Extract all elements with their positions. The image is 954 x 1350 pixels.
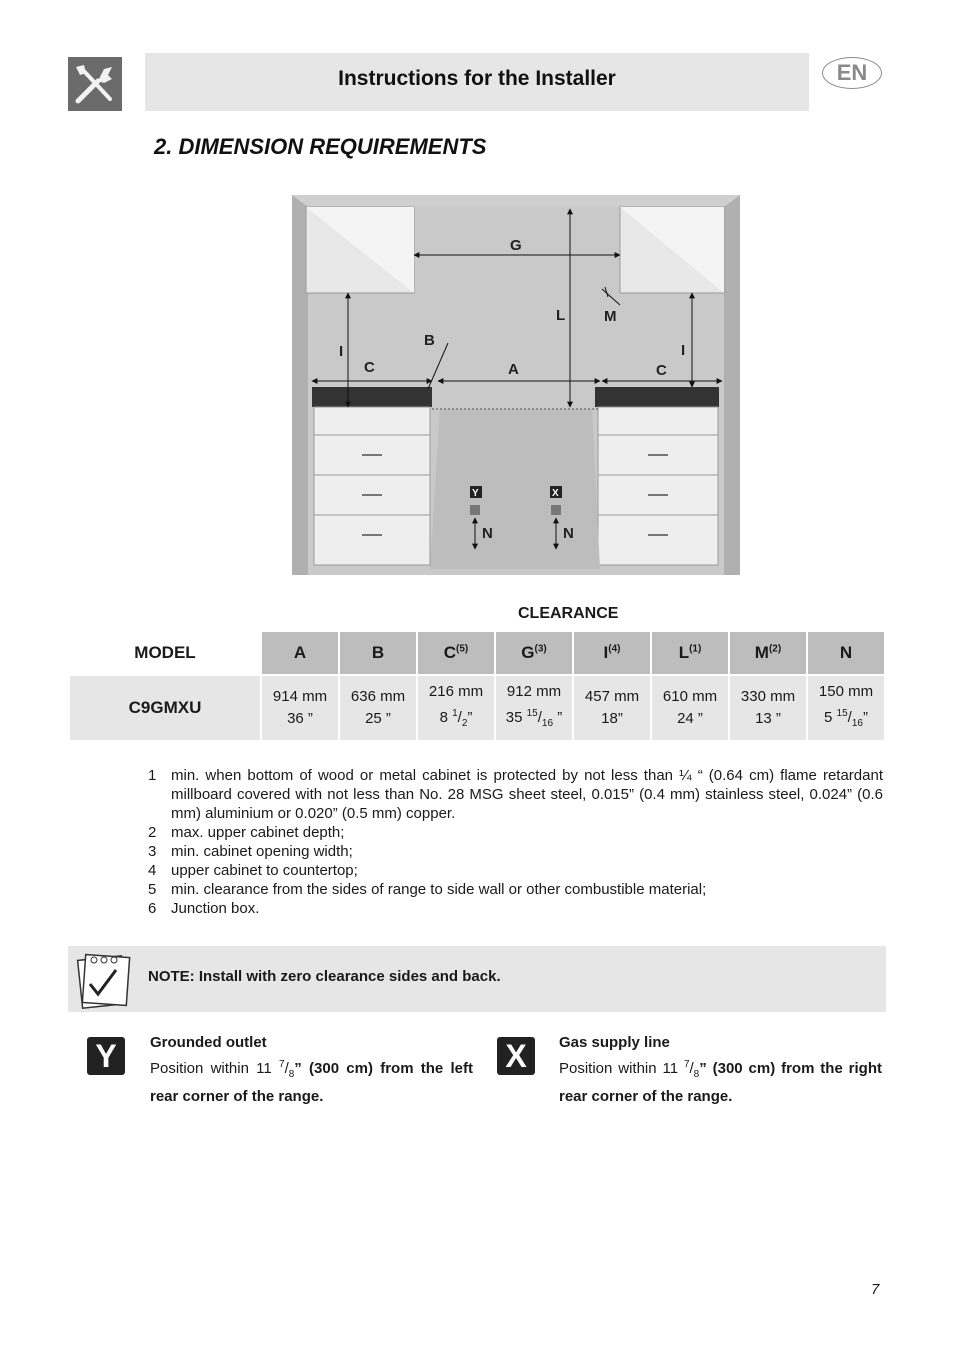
value-cell-m: 330 mm 13 ”: [730, 676, 806, 740]
label-n-right: N: [563, 525, 574, 542]
value-cell-i: 457 mm 18”: [574, 676, 650, 740]
dimension-diagram: [290, 193, 742, 578]
label-g: G: [510, 237, 522, 254]
language-badge: EN: [822, 57, 882, 89]
grounded-outlet-title: Grounded outlet: [150, 1034, 267, 1051]
value-cell-n: 150 mm 5 $^{15}/_{16}$”: [808, 676, 884, 740]
footnote-item: 1 min. when bottom of wood or metal cabinet is protected by not less than ¼ “ (0.64 cm) flame retardant millboard covered with not less than No. 28 MSG sheet steel, 0.015” (0.4 mm) stainless steel, 0.024” (0.6 mm) aluminium or 0.020” (0.5 mm) copper.: [148, 767, 883, 822]
label-a: A: [508, 361, 519, 378]
clearance-label: CLEARANCE: [518, 605, 619, 622]
col-header-a: A: [262, 632, 338, 674]
gas-supply-block: [559, 1032, 882, 1108]
footnotes-list: [148, 766, 883, 918]
value-cell-g: 912 mm 35 $^{15}/_{16}$ ”: [496, 676, 572, 740]
col-header-m: $M^{(2)}$: [730, 632, 806, 674]
label-i-left: I: [339, 343, 344, 360]
col-header-c: $C^{(5)}$: [418, 632, 494, 674]
col-header-i: $I^{(4)}$: [574, 632, 650, 674]
label-x-marker: X: [552, 488, 559, 499]
label-m: M: [604, 308, 617, 325]
notepad-check-icon: [70, 950, 134, 1010]
footnote-item: 3 min. cabinet opening width;: [148, 843, 353, 860]
col-header-g: $G^{(3)}$: [496, 632, 572, 674]
header-bar: [145, 53, 809, 111]
footnote-item: 4 upper cabinet to countertop;: [148, 862, 358, 879]
page-header-title: Instructions for the Installer: [338, 67, 616, 90]
gas-supply-text: Position within 11 $^7/_8$” (300 cm) from the right rear corner of the range.: [559, 1059, 882, 1105]
label-n-left: N: [482, 525, 493, 542]
page-number: 7: [871, 1281, 880, 1298]
footnote-item: 5 min. clearance from the sides of range to side wall or other combustible material;: [148, 881, 707, 898]
grounded-outlet-block: [150, 1032, 473, 1108]
label-b: B: [424, 332, 435, 349]
value-cell-b: 636 mm 25 ”: [340, 676, 416, 740]
value-cell-a: 914 mm 36 ”: [262, 676, 338, 740]
label-y-marker: Y: [472, 488, 479, 499]
label-c-right: C: [656, 362, 667, 379]
model-header: MODEL: [70, 632, 260, 674]
x-marker-icon: X: [497, 1037, 535, 1075]
label-i-right: I: [681, 342, 686, 359]
col-header-b: B: [340, 632, 416, 674]
value-cell-l: 610 mm 24 ”: [652, 676, 728, 740]
note-text: NOTE: Install with zero clearance sides and back.: [148, 968, 501, 985]
label-c-left: C: [364, 359, 375, 376]
y-marker-icon: Y: [87, 1037, 125, 1075]
table-row: [70, 676, 884, 740]
section-title: 2. DIMENSION REQUIREMENTS: [154, 134, 487, 159]
tools-icon: [68, 57, 122, 111]
grounded-outlet-text: Position within 11 $^7/_8$” (300 cm) from the left rear corner of the range.: [150, 1059, 473, 1105]
footnote-item: 6 Junction box.: [148, 900, 260, 917]
label-l: L: [556, 307, 566, 324]
model-cell: C9GMXU: [70, 676, 260, 740]
col-header-l: $L^{(1)}$: [652, 632, 728, 674]
footnote-item: 2 max. upper cabinet depth;: [148, 824, 345, 841]
gas-supply-title: Gas supply line: [559, 1034, 670, 1051]
col-header-n: N: [808, 632, 884, 674]
clearance-table: [68, 630, 886, 742]
table-header-row: [70, 632, 884, 674]
value-cell-c: 216 mm 8 $^1/_2$”: [418, 676, 494, 740]
